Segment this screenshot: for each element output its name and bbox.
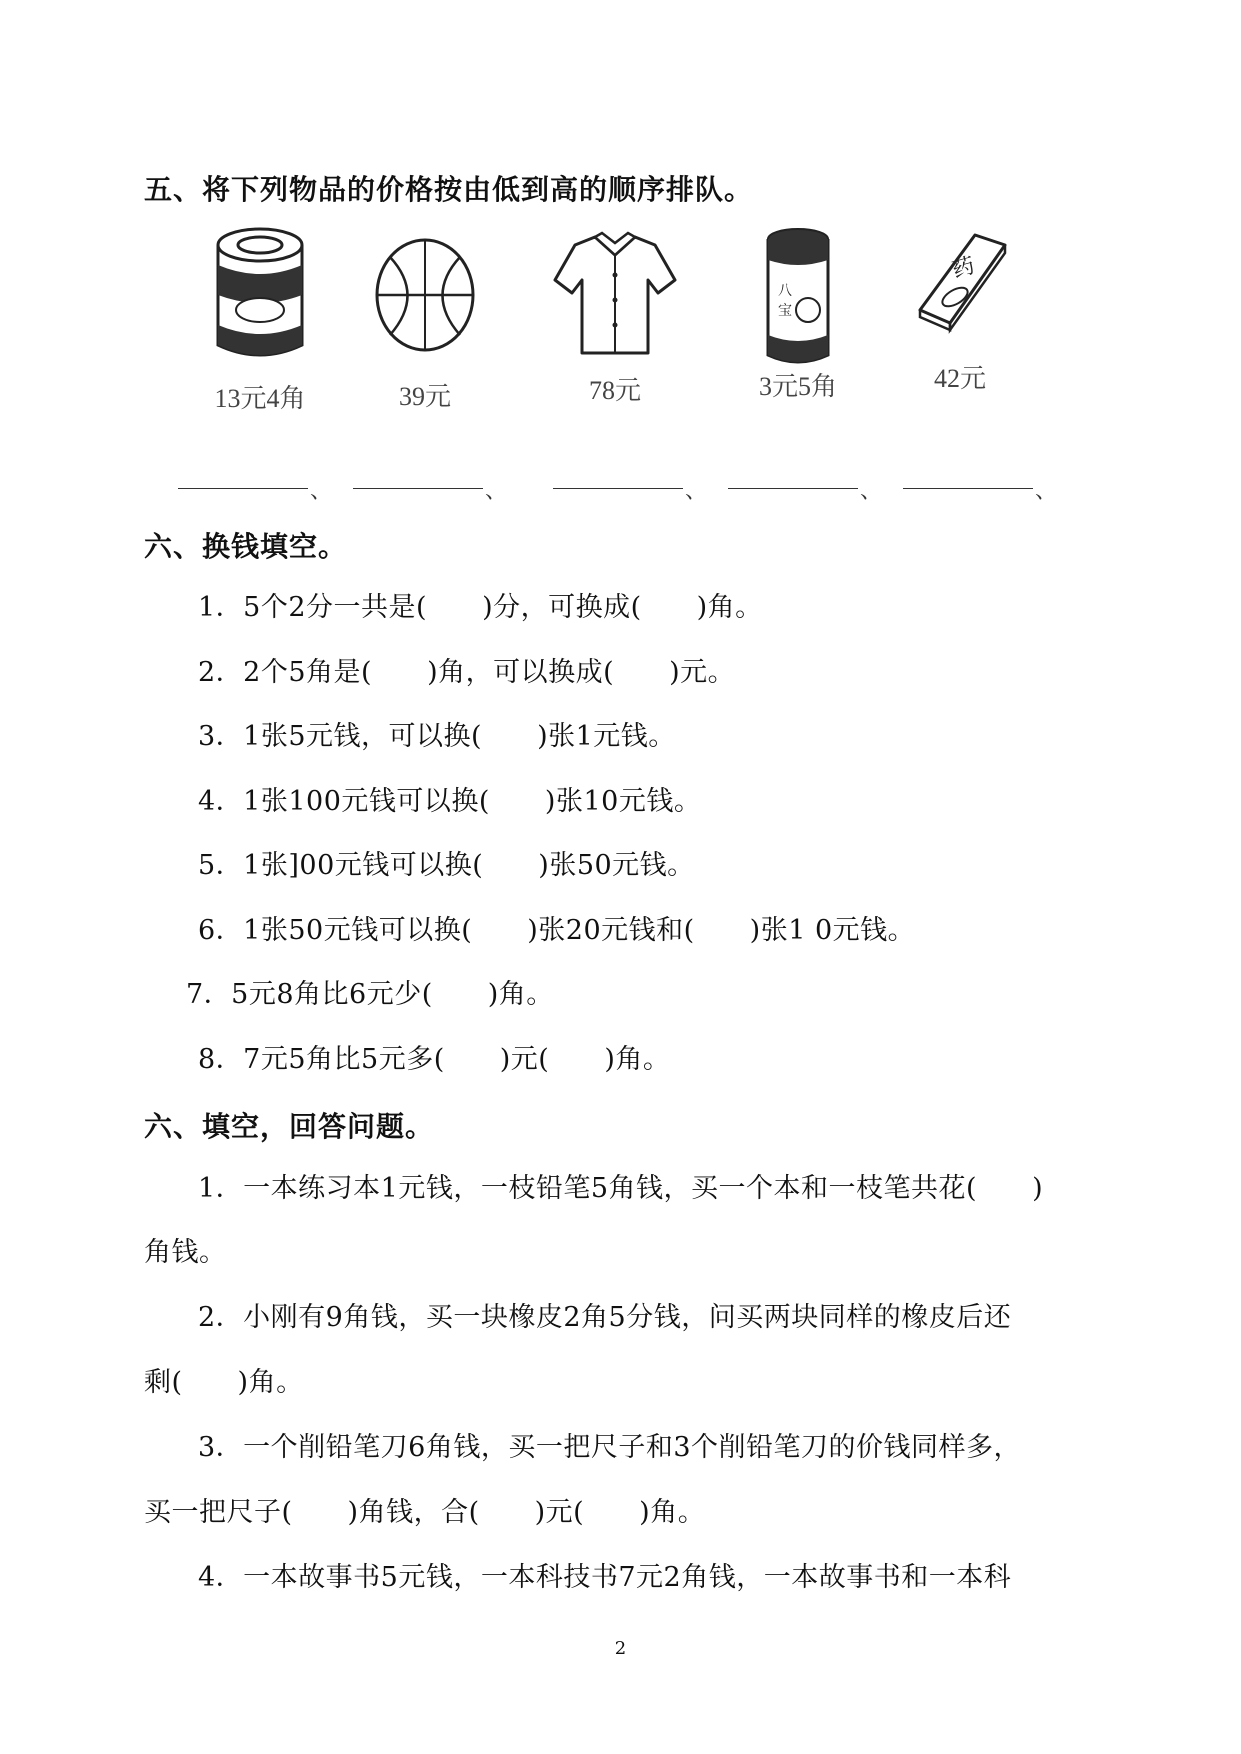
item-price: 42元: [933, 364, 986, 393]
question-line: 3．1张5元钱，可以换( )张1元钱。: [198, 721, 676, 752]
answer-blank[interactable]: [903, 468, 1033, 489]
question-line: 5．1张]00元钱可以换( )张50元钱。: [198, 850, 695, 881]
question-line: 6．1张50元钱可以换( )张20元钱和( )张1 0元钱。: [198, 915, 916, 946]
item-price: 78元: [588, 376, 641, 405]
answer-blank[interactable]: [178, 468, 308, 489]
item-price: 3元5角: [758, 372, 837, 401]
ball-icon: [370, 225, 480, 365]
svg-text:药: 药: [949, 253, 978, 284]
svg-text:八: 八: [778, 283, 792, 299]
price-item: [345, 225, 505, 435]
separator: 、: [685, 479, 708, 504]
answer-blank[interactable]: [353, 468, 483, 489]
question-line: 2．2个5角是( )角，可以换成( )元。: [198, 657, 736, 688]
price-item: [180, 225, 340, 435]
question-line: 7．5元8角比6元少( )角。: [186, 979, 554, 1010]
price-item: [718, 225, 878, 435]
question-line: 8．7元5角比5元多( )元( )角。: [198, 1044, 671, 1075]
svg-text:宝: 宝: [778, 303, 792, 319]
question-line: 角钱。: [144, 1237, 227, 1268]
question-line: 3．一个削铅笔刀6角钱，买一把尺子和3个削铅笔刀的价钱同样多，: [198, 1432, 1022, 1463]
medicine-box-icon: [905, 225, 1015, 335]
answer-blank[interactable]: [553, 468, 683, 489]
question-line: 剩( )角。: [144, 1367, 304, 1398]
question-line: 2．小刚有9角钱，买一块橡皮2角5分钱，问买两块同样的橡皮后还: [198, 1302, 1012, 1333]
separator: 、: [1035, 479, 1058, 504]
item-price: 13元4角: [214, 384, 306, 413]
section5-title: 五、将下列物品的价格按由低到高的顺序排队。: [144, 173, 754, 206]
question-line: 4．一本故事书5元钱，一本科技书7元2角钱，一本故事书和一本科: [198, 1562, 1012, 1593]
can-icon: [205, 225, 315, 365]
shirt-icon: [550, 225, 680, 365]
price-items: [180, 225, 1080, 435]
separator: 、: [485, 479, 508, 504]
question-line: 4．1张100元钱可以换( )张10元钱。: [198, 786, 702, 817]
separator: 、: [310, 479, 333, 504]
answer-blank[interactable]: [728, 468, 858, 489]
drink-can-icon: [753, 225, 843, 370]
page-number: 2: [614, 1638, 627, 1659]
section7-title: 六、填空，回答问题。: [144, 1110, 435, 1143]
section6-title: 六、换钱填空。: [144, 530, 348, 563]
separator: 、: [860, 479, 883, 504]
question-line: 1．一本练习本1元钱，一枝铅笔5角钱，买一个本和一枝笔共花( ): [198, 1173, 1044, 1204]
item-price: 39元: [398, 382, 451, 411]
answer-blanks: [178, 468, 1058, 504]
question-line: 买一把尺子( )角钱，合( )元( )角。: [144, 1497, 706, 1528]
price-item: [880, 225, 1040, 435]
price-item: [535, 225, 695, 435]
question-line: 1．5个2分一共是( )分，可换成( )角。: [198, 592, 763, 623]
